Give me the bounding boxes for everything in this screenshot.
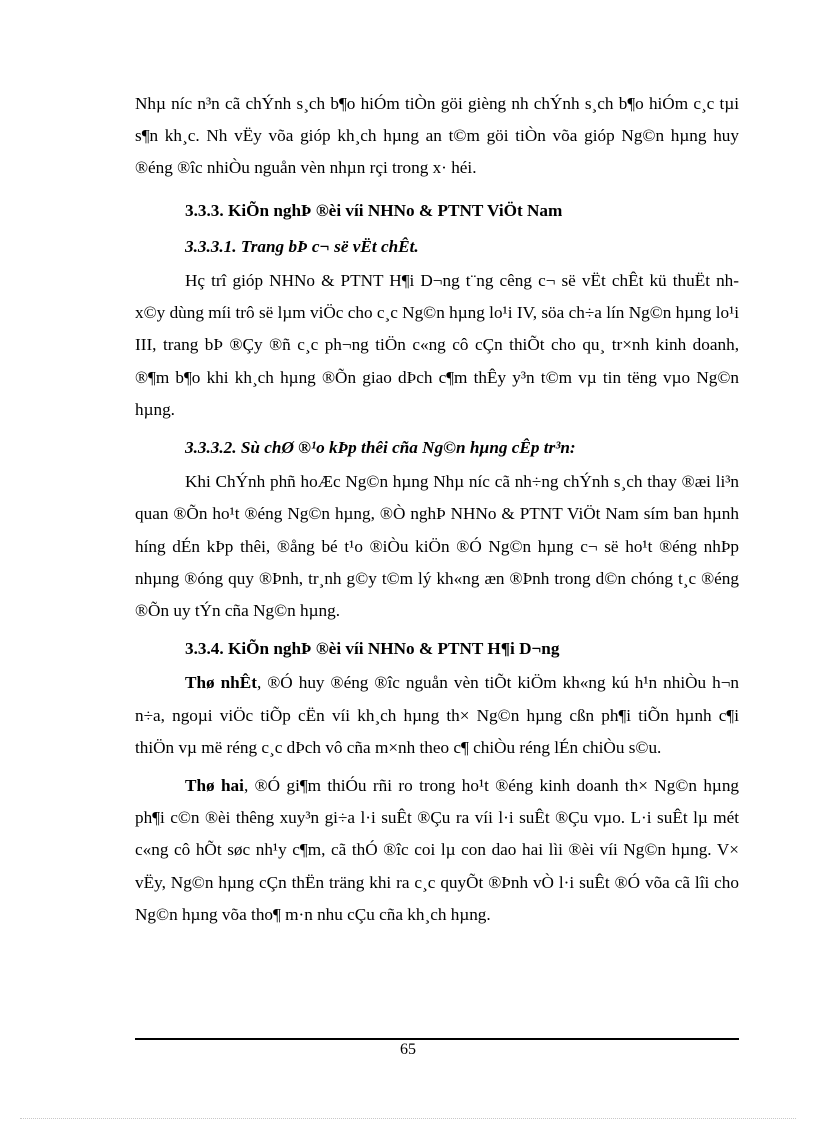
paragraph-second-point — [135, 770, 739, 931]
second-point-text: , ®Ó gi¶m thiÓu rñi ro trong ho¹t ®éng kinh doanh th× Ng©n hµng ph¶i c©n ®èi thêng xuy³n gi÷a l·i suÊt ®Çu ra víi l·i suÊt ®Çu vµo. L·i suÊt lµ mét c«ng cô hÕt søc nh¹y c¶m, cã thÓ ®îc coi lµ con dao hai lìi ®èi víi Ng©n hµng. V× vËy, Ng©n hµng cÇn thËn träng khi ra c¸c quyÕt ®Þnh vÒ l·i suÊt ®Ó võa cã lîi cho Ng©n hµng võa tho¶ m·n nhu cÇu cña kh¸ch hµng. — [135, 776, 740, 924]
page-edge-dotted-line — [20, 1118, 796, 1119]
first-point-text: , ®Ó huy ®éng ®îc nguån vèn tiÕt kiÖm kh«ng kú h¹n nhiÒu h¬n n÷a, ngoµi viÖc tiÕp cËn víi kh¸ch hµng th× Ng©n hµng cßn ph¶i tiÕn hµnh c¶i thiÖn vµ më réng c¸c dÞch vô cña m×nh theo c¶ chiÒu réng lÉn chiÒu s©u. — [135, 673, 739, 757]
second-point-lead: Thø hai — [185, 776, 244, 796]
section-heading-3-3-4: 3.3.4. KiÕn nghÞ ®èi víi NHNo & PTNT H¶i D¬ng — [185, 639, 560, 659]
paragraph-first-point — [135, 667, 739, 764]
paragraph-3-3-3-2: Khi ChÝnh phñ hoÆc Ng©n hµng Nhµ níc cã nh÷ng chÝnh s¸ch thay ®æi li³n quan ®Õn ho¹t ®éng Ng©n hµng, ®Ò nghÞ NHNo & PTNT ViÖt Nam sím ban hµnh híng dÉn kÞp thêi, ®ång bé t¹o ®iÒu kiÖn ®Ó Ng©n hµng c¬ së ho¹t ®éng nhÞp nhµng ®óng quy ®Þnh, tr¸nh g©y t©m lý kh«ng æn ®Þnh trong d©n chóng t¸c ®éng ®Õn uy tÝn cña Ng©n hµng. — [135, 472, 739, 621]
subsection-heading-3-3-3-2: 3.3.3.2. Sù chØ ®¹o kÞp thêi cña Ng©n hµng cÊp tr³n: — [185, 438, 576, 458]
section-heading-3-3-3: 3.3.3. KiÕn nghÞ ®èi víi NHNo & PTNT ViÖt Nam — [185, 200, 563, 220]
page-number: 65 — [400, 1041, 416, 1058]
first-point-lead: Thø nhÊt — [185, 673, 257, 693]
subsection-heading-3-3-3-1: 3.3.3.1. Trang bÞ c¬ së vËt chÊt. — [185, 236, 419, 256]
page-body — [135, 88, 739, 931]
paragraph-3-3-3-1: Hç trî gióp NHNo & PTNT H¶i D¬ng t¨ng cêng c¬ së vËt chÊt kü thuËt nh x©y dùng míi trô së lµm viÖc cho c¸c Ng©n hµng lo¹i IV, söa ch÷a lín Ng©n hµng lo¹i III, trang bÞ ®Çy ®ñ c¸c ph¬ng tiÖn c«ng cô cÇn thiÕt cho qu¸ tr×nh kinh doanh, ®¶m b¶o khi kh¸ch hµng ®Õn giao dÞch c¶m thÊy y³n t©m vµ tin tëng vµo Ng©n hµng. — [135, 271, 739, 419]
intro-paragraph: Nhµ níc n³n cã chÝnh s¸ch b¶o hiÓm tiÒn göi gièng nh chÝnh s¸ch b¶o hiÓm c¸c tµi s¶n kh¸c. Nh vËy võa gióp kh¸ch hµng an t©m göi tiÒn võa gióp Ng©n hµng huy ®éng ®îc nhiÒu nguån vèn nhµn rçi trong x· héi. — [135, 94, 739, 178]
